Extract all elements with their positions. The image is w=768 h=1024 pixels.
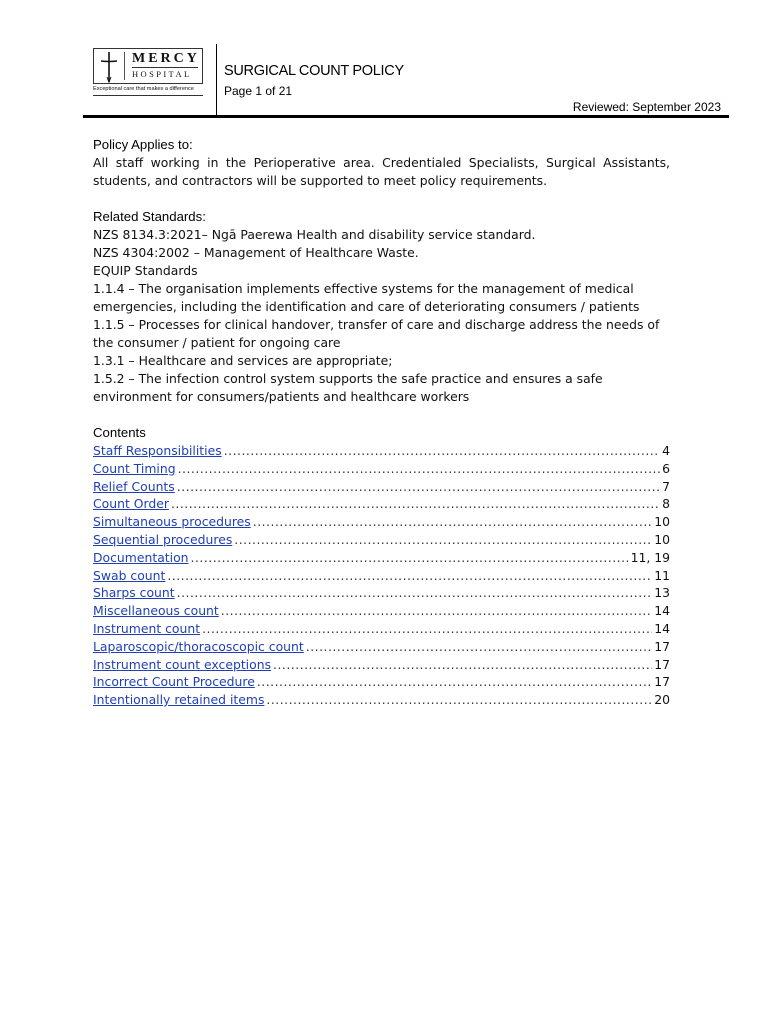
- mercy-hospital-logo: [93, 48, 203, 84]
- toc-link[interactable]: Incorrect Count Procedure: [93, 674, 255, 690]
- standard-item: NZS 8134.3:2021– Ngā Paerewa Health and disability service standard.: [93, 227, 536, 242]
- toc-link[interactable]: Count Timing: [93, 460, 176, 476]
- toc-row: [93, 656, 670, 674]
- toc-page: 17: [654, 638, 670, 654]
- toc-link[interactable]: Intentionally retained items: [93, 692, 265, 708]
- header-vertical-rule: [216, 44, 217, 115]
- toc-row: [93, 638, 670, 656]
- page-number: Page 1 of 21: [224, 84, 293, 98]
- toc-link[interactable]: Relief Counts: [93, 478, 175, 494]
- toc-page: 4: [662, 443, 670, 458]
- standard-item: NZS 4304:2002 – Management of Healthcare Waste.: [93, 245, 419, 260]
- toc-row: [93, 567, 670, 585]
- toc-row: [93, 549, 670, 567]
- toc-link[interactable]: Sequential procedures: [93, 531, 233, 547]
- toc-page: 17: [654, 674, 670, 690]
- toc-link[interactable]: Instrument count exceptions: [93, 656, 272, 672]
- tagline-rule: [93, 95, 203, 96]
- applies-text: All staff working in the Perioperative area. Credentialed Specialists, Surgical Assistants, students, and contractors will be supported to meet policy requirements.: [93, 155, 670, 188]
- toc-row: [93, 531, 670, 549]
- logo-tagline: Exceptional care that makes a difference: [93, 86, 194, 92]
- toc-page: 7: [662, 478, 670, 494]
- document-header: [83, 44, 729, 119]
- toc-row: [93, 602, 670, 620]
- standard-item: 1.1.5 – Processes for clinical handover, transfer of care and discharge address the needs of the consumer / patient for ongoing care: [93, 317, 660, 350]
- toc-link[interactable]: Sharps count: [93, 585, 175, 601]
- toc-link[interactable]: Miscellaneous count: [93, 603, 219, 619]
- applies-heading: Policy Applies to:: [93, 137, 193, 152]
- logo-name: MERCY: [132, 51, 200, 66]
- standard-item: 1.5.2 – The infection control system supports the safe practice and ensures a safe environment for consumers/patients and healthcare workers: [93, 371, 603, 404]
- toc-row: [93, 442, 670, 460]
- logo-subtitle: HOSPITAL: [132, 67, 198, 79]
- toc-page: 10: [654, 514, 670, 530]
- document-title: SURGICAL COUNT POLICY: [224, 63, 404, 79]
- toc-link[interactable]: Laparoscopic/thoracoscopic count: [93, 638, 304, 654]
- standard-item: EQUIP Standards: [93, 263, 198, 278]
- table-of-contents: [93, 442, 670, 709]
- toc-link[interactable]: Documentation: [93, 549, 189, 565]
- toc-page: 14: [654, 603, 670, 619]
- contents-heading: Contents: [93, 425, 146, 440]
- toc-row: [93, 495, 670, 513]
- toc-page: 20: [654, 692, 670, 708]
- toc-page: 13: [654, 585, 670, 601]
- standard-item: 1.3.1 – Healthcare and services are appropriate;: [93, 353, 393, 368]
- toc-link[interactable]: Simultaneous procedures: [93, 514, 251, 530]
- toc-row: [93, 460, 670, 478]
- toc-link[interactable]: Instrument count: [93, 620, 201, 636]
- cross-icon: [98, 51, 120, 83]
- toc-row: [93, 513, 670, 531]
- toc-page: 10: [654, 531, 670, 547]
- toc-link[interactable]: Staff Responsibilities: [93, 443, 222, 458]
- reviewed-date: Reviewed: September 2023: [572, 100, 721, 114]
- toc-page: 8: [662, 496, 670, 512]
- standard-item: 1.1.4 – The organisation implements effective systems for the management of medical emergencies, including the identification and care of deteriorating consumers / patients: [93, 281, 640, 314]
- standards-heading: Related Standards:: [93, 209, 206, 224]
- document-body: [93, 136, 670, 709]
- header-rule: [83, 115, 729, 118]
- toc-row: [93, 691, 670, 709]
- toc-page: 11, 19: [630, 549, 670, 565]
- toc-link[interactable]: Count Order: [93, 496, 169, 512]
- toc-row: [93, 620, 670, 638]
- toc-page: 11: [654, 567, 670, 583]
- toc-page: 6: [662, 460, 670, 476]
- toc-page: 17: [654, 656, 670, 672]
- toc-row: [93, 584, 670, 602]
- logo-divider: [124, 52, 125, 80]
- toc-page: 14: [654, 620, 670, 636]
- toc-link[interactable]: Swab count: [93, 567, 166, 583]
- toc-row: [93, 673, 670, 691]
- toc-row: [93, 478, 670, 496]
